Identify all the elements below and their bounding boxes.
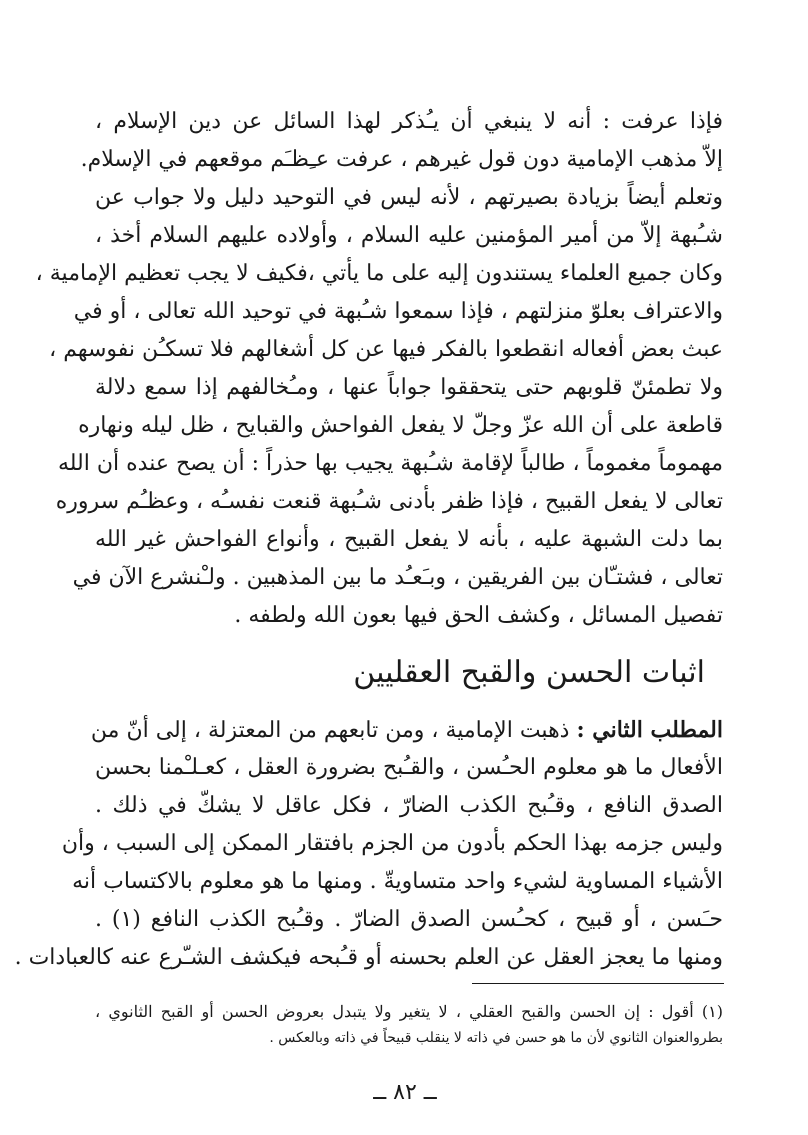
paragraph-second-topic [14, 711, 723, 977]
footnotes [95, 998, 723, 1052]
paragraph-intro [35, 103, 723, 635]
footnote-line: (١) أقول : إن الحسن والقبح العقلي ، لا يتغير ولا يتبدل بعروض الحسن أو القبح الثانوي ، [95, 1002, 723, 1021]
topic-lead-label: المطلب الثاني : [576, 717, 723, 743]
text-line: تعالى لا يفعل القبيح ، فإذا ظفر بأدنى شـُبهة قنعت نفسـُه ، وعظـُم سروره [55, 489, 723, 514]
text-line: وكان جميع العلماء يستندون إليه على ما يأتي ،فكيف لا يجب تعظيم الإمامية ، [35, 261, 723, 286]
text-line: تفصيل المسائل ، وكشف الحق فيها بعون الله ولطفه . [234, 603, 723, 628]
text-line: ولا تطمئنّ قلوبهم حتى يتحققوا جواباً عنها ، ومـُخالفهم إذا سمع دلالة [95, 375, 723, 400]
text-line: وليس جزمه بهذا الحكم بأدون من الجزم بافتقار الممكن إلى السبب ، وأن [61, 831, 723, 856]
text-line: قاطعة على أن الله عزّ وجلّ لا يفعل الفواحش والقبايح ، ظل ليله ونهاره [78, 413, 723, 438]
text-line: والاعتراف بعلوّ منزلتهم ، فإذا سمعوا شـُبهة في توحيد الله تعالى ، أو في [73, 299, 723, 324]
page-number: ــ ٨٢ ــ [373, 1080, 437, 1105]
footnote-line: بطروالعنوان الثانوي لأن ما هو حسن في ذاته لا ينقلب قبيحاً في ذاته وبالعكس . [269, 1030, 723, 1046]
footnote-divider [472, 983, 724, 984]
text-line: إلاّ مذهب الإمامية دون قول غيرهم ، عرفت عـِظـَم موقعهم في الإسلام. [80, 147, 723, 172]
text-line: عبث بعض أفعاله انقطعوا بالفكر فيها عن كل أشغالهم فلا تسكـُن نفوسهم ، [49, 337, 723, 362]
text-line: تعالى ، فشتـّان بين الفريقين ، وبـَعـُد ما بين المذهبين . ولـْنشرع الآن في [72, 565, 723, 590]
text-line: بما دلت الشبهة عليه ، بأنه لا يفعل القبيح ، وأنواع الفواحش غير الله [95, 527, 723, 552]
section-heading: اثبات الحسن والقبح العقليين [353, 655, 705, 690]
text-line: مهموماً مغموماً ، طالباً لإقامة شـُبهة يجيب بها حذراً : أن يصح عنده أن الله [57, 451, 723, 476]
text-line: وتعلم أيضاً بزيادة بصيرتهم ، لأنه ليس في التوحيد دليل ولا جواب عن [95, 185, 723, 210]
text-line: الأشياء المساوية لشيء واحد متساويةّ . ومنها ما هو معلوم بالاكتساب أنه [72, 869, 723, 894]
first-line-text: ذهبت الإمامية ، ومن تابعهم من المعتزلة ، إلى أنّ من [90, 718, 577, 743]
text-line: شـُبهة إلاّ من أمير المؤمنين عليه السلام ، وأولاده عليهم السلام أخذ ، [95, 223, 723, 248]
text-line: الصدق النافع ، وقـُبح الكذب الضارّ ، فكل عاقل لا يشكّ في ذلك . [95, 793, 723, 818]
text-line: حـَسن ، أو قبيح ، كحـُسن الصدق الضارّ . وقـُبح الكذب النافع (١) . [95, 907, 723, 932]
text-line: ومنها ما يعجز العقل عن العلم بحسنه أو قـُبحه فيكشف الشـّرع عنه كالعبادات . [14, 945, 723, 970]
text-line: فإذا عرفت : أنه لا ينبغي أن يـُذكر لهذا السائل عن دين الإسلام ، [95, 109, 723, 134]
text-line: الأفعال ما هو معلوم الحـُسن ، والقـُبح بضرورة العقل ، كعـلـْمنا بحسن [95, 755, 723, 780]
text-line-first [90, 711, 723, 749]
